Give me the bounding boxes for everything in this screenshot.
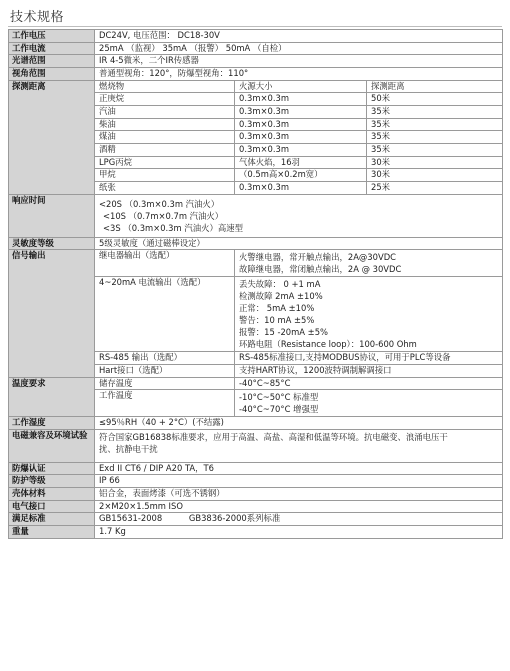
analog-line: 丢失故障： 0 +1 mA [239,279,321,290]
distance-cell: 35米 [367,131,503,144]
row-housing [9,488,503,501]
label-sensitivity: 灵敏度等级 [9,237,95,250]
analog-line: 检测故障 2mA ±10% [239,291,323,302]
label-detection: 探测距离 [9,80,95,194]
size-cell: 0.3m×0.3m [235,143,367,156]
row-voltage [9,30,503,43]
label-protection: 防护等级 [9,475,95,488]
value-angle: 普通型视角：120°，防爆型视角：110° [95,67,503,80]
row-temp-storage [9,377,503,390]
header-size: 火源大小 [235,80,367,93]
fuel-cell: 煤油 [95,131,235,144]
emc-line: 符合国家GB16838标准要求，应用于高温、高盐、高湿和低温等环境。抗电磁变、浪涌电压干 [99,431,448,442]
distance-cell: 35米 [367,118,503,131]
label-response: 响应时间 [9,194,95,237]
response-line: <20S （0.3m×0.3m 汽油火） [99,198,220,209]
signal-rs485-value: RS-485标准接口,支持MODBUS协议，可用于PLC等设备 [235,352,503,365]
distance-cell: 30米 [367,156,503,169]
signal-relay-name: 继电器输出（选配） [95,250,235,277]
title-divider [8,26,502,27]
row-interface [9,500,503,513]
response-line: <3S （0.3m×0.3m 汽油火）高速型 [103,222,243,233]
label-humidity: 工作湿度 [9,417,95,430]
analog-line: 报警：15 -20mA ±5% [239,327,328,338]
label-angle: 视角范围 [9,67,95,80]
row-humidity [9,417,503,430]
analog-line: 正常： 5mA ±10% [239,303,315,314]
row-emc [9,429,503,462]
value-weight: 1.7 Kg [95,526,503,539]
label-housing: 壳体材料 [9,488,95,501]
distance-cell: 50米 [367,93,503,106]
value-spectrum: IR 4-5微米，二个IR传感器 [95,55,503,68]
spec-table [8,29,503,539]
temp-storage-name: 储存温度 [95,377,235,390]
label-standard: 满足标准 [9,513,95,526]
row-current [9,42,503,55]
row-sensitivity [9,237,503,250]
distance-cell: 30米 [367,169,503,182]
fuel-cell: 柴油 [95,118,235,131]
label-voltage: 工作电压 [9,30,95,43]
temp-working-line: -10°C~50°C 标准型 [239,392,319,403]
header-fuel: 燃烧物 [95,80,235,93]
row-signal-relay [9,250,503,277]
header-distance: 探测距离 [367,80,503,93]
analog-line: 环路电阻（Resistance loop）：100-600 Ohm [239,339,417,350]
temp-working-name: 工作温度 [95,390,235,417]
size-cell: 0.3m×0.3m [235,181,367,194]
value-protection: IP 66 [95,475,503,488]
row-detection-header [9,80,503,93]
fuel-cell: 正庚烷 [95,93,235,106]
value-voltage: DC24V, 电压范围： DC18-30V [95,30,503,43]
fuel-cell: LPG丙烷 [95,156,235,169]
signal-analog-name: 4~20mA 电流输出（选配） [95,277,235,352]
label-emc: 电磁兼容及环境试验 [9,429,95,462]
relay-line: 故障继电器，常闭触点输出，2A @ 30VDC [239,264,402,275]
value-sensitivity: 5级灵敏度（通过磁棒设定） [95,237,503,250]
fuel-cell: 汽油 [95,105,235,118]
relay-line: 火警继电器，常开触点输出，2A@30VDC [239,252,396,263]
row-explosion [9,462,503,475]
value-interface: 2×M20×1.5mm ISO [95,500,503,513]
distance-cell: 35米 [367,143,503,156]
label-interface: 电气接口 [9,500,95,513]
signal-analog-value [235,277,503,352]
page-title: 技术规格 [10,10,65,25]
size-cell: 0.3m×0.3m [235,105,367,118]
distance-cell: 25米 [367,181,503,194]
value-humidity: ≤95％RH（40 + 2°C）(不结露) [95,417,503,430]
signal-relay-value [235,250,503,277]
label-spectrum: 光谱范围 [9,55,95,68]
distance-cell: 35米 [367,105,503,118]
size-cell: 0.3m×0.3m [235,131,367,144]
temp-storage-value: -40°C~85°C [235,377,503,390]
response-line: <10S （0.7m×0.7m 汽油火） [103,210,224,221]
size-cell: 气体火焰，16羽 [235,156,367,169]
signal-hart-value: 支持HART协议，1200波特调制解调接口 [235,364,503,377]
row-angle [9,67,503,80]
size-cell: 0.3m×0.3m [235,93,367,106]
value-housing: 铝合金，表面烤漆（可选不锈钢） [95,488,503,501]
signal-rs485-name: RS-485 输出（选配） [95,352,235,365]
row-standard [9,513,503,526]
temp-working-value [235,390,503,417]
label-signal: 信号输出 [9,250,95,377]
row-response [9,194,503,237]
value-current: 25mA （监视） 35mA （报警） 50mA （自检） [95,42,503,55]
size-cell: 0.3m×0.3m [235,118,367,131]
fuel-cell: 甲烷 [95,169,235,182]
emc-line: 扰、抗静电干扰 [99,443,158,454]
label-weight: 重量 [9,526,95,539]
analog-line: 警告：10 mA ±5% [239,315,315,326]
fuel-cell: 酒精 [95,143,235,156]
label-explosion: 防爆认证 [9,462,95,475]
value-standard: GB15631-2008 GB3836-2000系列标准 [95,513,503,526]
row-protection [9,475,503,488]
row-spectrum [9,55,503,68]
value-response [95,194,503,237]
size-cell: （0.5m高×0.2m宽） [235,169,367,182]
value-explosion: Exd II CT6 / DIP A20 TA，T6 [95,462,503,475]
fuel-cell: 纸张 [95,181,235,194]
signal-hart-name: Hart接口（选配） [95,364,235,377]
value-emc [95,429,503,462]
label-current: 工作电流 [9,42,95,55]
label-temperature: 温度要求 [9,377,95,417]
temp-working-line: -40°C~70°C 增强型 [239,404,319,415]
row-weight [9,526,503,539]
